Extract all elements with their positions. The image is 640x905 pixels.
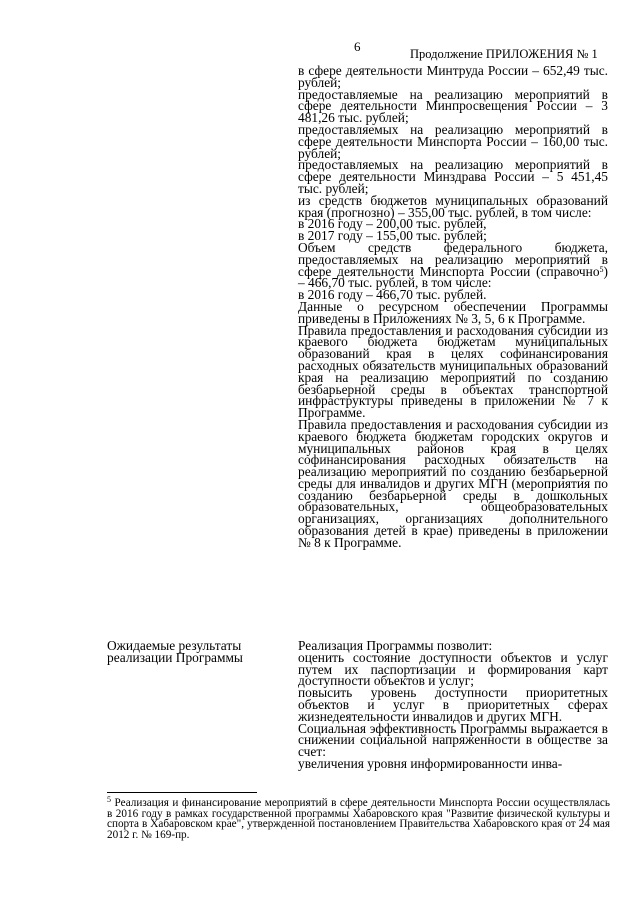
results-text-column [298,640,608,770]
paragraph: оценить состояние доступности объектов и услуг путем их паспортизации и формирования карт доступности объектов и услуг; [298,649,608,689]
continuation-header: Продолжение ПРИЛОЖЕНИЯ № 1 [410,47,598,61]
footnote-body: Реализация и финансирование мероприятий в сфере деятельности Минспорта России осуществлялась в 2016 году в рамках государственной программы Хабаровского края "Развитие физической культуры и спорта в Хабаровском крае", утвержденной постановлением Правительства Хабаровского края от 24 мая 2012 г. № 169-пр. [107,797,610,841]
paragraph: Правила предоставления и расходования субсидии из краевого бюджета бюджетам городских округов и муниципальных районов края в целях софинансирования расходных обязательств на реализацию мероприятий по созданию безбарьерной среды для инвалидов и других МГН (мероприятия по созданию безбарьерной среды в дошкольных образовательных, общеобразовательных организациях, организациях дополнительного образования детей в крае) приведены в приложении № 8 к Программе. [298,416,608,550]
paragraph: Данные о ресурсном обеспечении Программы приведены в Приложениях № 3, 5, 6 к Программе. [298,298,608,326]
paragraph: предоставляемые на реализацию мероприятий в сфере деятельности Минпросвещения России – 3 481,26 тыс. рублей; [298,86,608,126]
federal-text-end: ) – 466,70 тыс. рублей, в том числе: [298,263,608,291]
paragraph: предоставляемых на реализацию мероприятий в сфере деятельности Минздрава России – 5 451,45 тыс. рублей; [298,157,608,196]
paragraph: повысить уровень доступности приоритетных объектов и услуг в приоритетных сферах жизнедеятельности инвалидов и других МГН. [298,685,608,724]
paragraph: Реализация Программы позволит: [298,638,493,653]
paragraph: в 2017 году – 155,00 тыс. рублей; [298,228,487,244]
footnote-reference: 5 [599,264,604,274]
paragraph: Социальная эффективность Программы выражается в снижении социальной напряженности в обществе за счет: [298,720,608,760]
paragraph: в 2016 году – 200,00 тыс. рублей, [298,216,487,232]
federal-budget-paragraph [298,239,608,291]
paragraph: предоставляемых на реализацию мероприятий в сфере деятельности Минспорта России – 160,00 тыс. рублей; [298,121,608,161]
footnote-separator [107,792,257,793]
footnote-text [107,795,610,841]
paragraph: из средств бюджетов муниципальных образований края (прогнозно) – 355,00 тыс. рублей, в том числе: [298,192,608,220]
paragraph: Правила предоставления и расходования субсидии из краевого бюджета бюджетам муниципальных образований края в целях софинансирования расходных обязательств муниципальных образований края на реализацию мероприятий по созданию безбарьерной среды в объектах транспортной инфраструктуры приведены в приложении № 7 к Программе. [298,322,608,421]
results-section-label: Ожидаемые результаты реализации Программы [107,638,243,665]
page-number: 6 [354,39,361,54]
paragraph: увеличения уровня информированности инва- [298,755,563,771]
footnote [107,795,610,841]
footnote-marker: 5 [107,795,111,804]
paragraph: в сфере деятельности Минтруда России – 652,49 тыс. рублей; [298,63,608,90]
funding-text-column [298,65,608,549]
paragraph: в 2016 году – 466,70 тыс. рублей. [298,287,487,303]
federal-text-start: Объем средств федерального бюджета, предоставляемых на реализацию мероприятий в сфере деятельности Минспорта России (справочно [298,239,608,279]
